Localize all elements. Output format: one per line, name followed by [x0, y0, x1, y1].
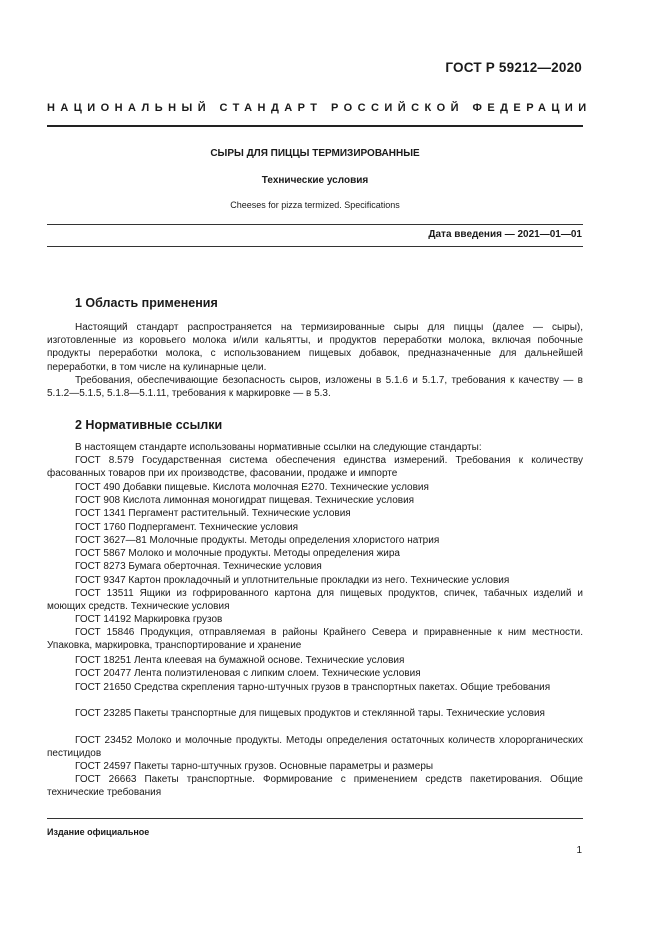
reference-item: ГОСТ 8273 Бумага оберточная. Технические условия: [75, 561, 322, 572]
title-rule: [47, 224, 583, 225]
section-1-paragraph-1: Настоящий стандарт распространяется на термизированные сыры для пиццы (далее — сыры), изготовленные из коровьего молока и/или кальятты, и продуктов переработки молока, включая побочные продукты переработки молока, с использованием пищевых добавок, предназначенные для дальнейшей переработки, в том числе на кулинарные цели.: [47, 322, 583, 373]
reference-item: ГОСТ 13511 Ящики из гофрированного картона для пищевых продуктов, спичек, табачных изделий и моющих средств. Технические условия: [47, 588, 583, 613]
national-standard-label: НАЦИОНАЛЬНЫЙ СТАНДАРТ РОССИЙСКОЙ ФЕДЕРАЦИИ: [47, 102, 592, 114]
reference-item: ГОСТ 14192 Маркировка грузов: [75, 614, 223, 625]
reference-item: ГОСТ 490 Добавки пищевые. Кислота молочная Е270. Технические условия: [75, 482, 429, 493]
date-rule: [47, 246, 583, 247]
reference-item: ГОСТ 24597 Пакеты тарно-штучных грузов. Основные параметры и размеры: [75, 761, 434, 772]
reference-item: ГОСТ 3627—81 Молочные продукты. Методы определения хлористого натрия: [75, 535, 440, 546]
header-rule: [47, 125, 583, 127]
page-number: 1: [576, 845, 582, 856]
reference-item: ГОСТ 15846 Продукция, отправляемая в районы Крайнего Севера и приравненные к ним местности. Упаковка, маркировка, транспортирование и хранение: [47, 627, 583, 652]
section-2-heading: 2 Нормативные ссылки: [75, 418, 223, 432]
section-1-paragraph-2: Требования, обеспечивающие безопасность сыров, изложены в 5.1.6 и 5.1.7, требования к качеству — в 5.1.2—5.1.5, 5.1.8—5.1.11, требования к маркировке — в 5.3.: [47, 375, 583, 400]
reference-item: ГОСТ 1760 Подпергамент. Технические условия: [75, 522, 299, 533]
reference-item: ГОСТ 8.579 Государственная система обеспечения единства измерений. Требования к количеству фасованных товаров при их производстве, фасовании, продаже и импорте: [47, 455, 583, 480]
introduction-date: Дата введения — 2021—01—01: [428, 229, 582, 240]
reference-item: ГОСТ 26663 Пакеты транспортные. Формирование с применением средств пакетирования. Общие технические требования: [47, 774, 583, 799]
document-title: СЫРЫ ДЛЯ ПИЦЦЫ ТЕРМИЗИРОВАННЫЕ: [210, 148, 420, 159]
official-edition-label: Издание официальное: [47, 827, 150, 837]
reference-item: ГОСТ 9347 Картон прокладочный и уплотнительные прокладки из него. Технические условия: [75, 575, 510, 586]
reference-item: ГОСТ 5867 Молоко и молочные продукты. Методы определения жира: [75, 548, 400, 559]
reference-item: ГОСТ 23285 Пакеты транспортные для пищевых продуктов и стеклянной тары. Технические условия: [75, 708, 545, 719]
section-1-heading: 1 Область применения: [75, 296, 218, 310]
reference-item: ГОСТ 18251 Лента клеевая на бумажной основе. Технические условия: [75, 655, 405, 666]
reference-item: ГОСТ 908 Кислота лимонная моногидрат пищевая. Технические условия: [75, 495, 415, 506]
footer-rule: [47, 818, 583, 819]
reference-item: ГОСТ 21650 Средства скрепления тарно-штучных грузов в транспортных пакетах. Общие требования: [75, 682, 551, 693]
standard-code: ГОСТ Р 59212—2020: [445, 60, 582, 75]
reference-item: ГОСТ 23452 Молоко и молочные продукты. Методы определения остаточных количеств хлорорганических пестицидов: [47, 735, 583, 760]
reference-item: ГОСТ 1341 Пергамент растительный. Технические условия: [75, 508, 351, 519]
section-2-intro: В настоящем стандарте использованы нормативные ссылки на следующие стандарты:: [75, 442, 482, 453]
reference-item: ГОСТ 20477 Лента полиэтиленовая с липким слоем. Технические условия: [75, 668, 421, 679]
english-title: Cheeses for pizza termized. Specifications: [230, 200, 400, 210]
document-subtitle: Технические условия: [261, 175, 369, 186]
